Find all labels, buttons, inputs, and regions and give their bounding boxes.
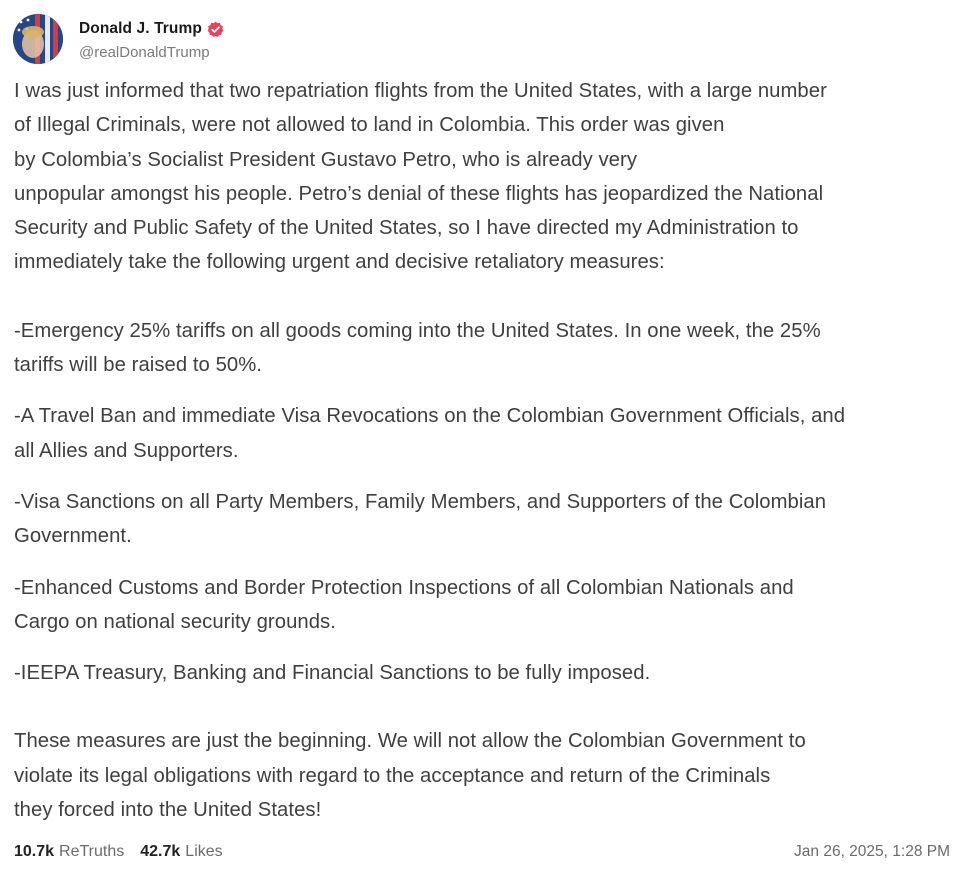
measure-line: tariffs will be raised to 50%. [14,354,262,377]
paragraph-spacer [14,639,959,656]
likes-label: Likes [185,843,223,860]
author-info [79,17,224,61]
measure-line: -Enhanced Customs and Border Protection Inspections of all Colombian Nationals and [14,576,794,599]
closing-line: These measures are just the beginning. We will not allow the Colombian Government to [14,730,806,753]
post-text-line: I was just informed that two repatriation flights from the United States, with a large number [14,80,827,102]
post-timestamp[interactable]: Jan 26, 2025, 1:28 PM [794,843,950,860]
post-text-line: unpopular amongst his people. Petro’s denial of these flights has jeopardized the National [14,182,824,205]
post-footer [14,840,950,864]
paragraph-spacer [14,382,959,399]
paragraph-spacer [14,554,959,571]
measure-line: all Allies and Supporters. [14,439,239,462]
author-handle[interactable]: @realDonaldTrump [79,44,210,61]
paragraph-spacer [14,280,959,314]
likes-stat[interactable] [140,843,222,861]
measure-line: Cargo on national security grounds. [14,610,336,633]
retruths-stat[interactable] [14,843,124,861]
post-text-line: immediately take the following urgent and decisive retaliatory measures: [14,251,665,274]
post-text-line: of Illegal Criminals, were not allowed to land in Colombia. This order was given [14,114,725,137]
paragraph-spacer [14,690,959,724]
measure-line: Government. [14,525,132,548]
profile-avatar-icon[interactable] [13,14,63,64]
measure-line: -IEEPA Treasury, Banking and Financial Sanctions to be fully imposed. [14,662,651,685]
post-header [13,11,224,67]
post-body [14,74,959,827]
closing-line: they forced into the United States! [14,799,322,822]
measure-line: -Visa Sanctions on all Party Members, Family Members, and Supporters of the Colombian [14,490,827,513]
measure-line: -A Travel Ban and immediate Visa Revocations on the Colombian Government Officials, and [14,405,846,428]
post-text-line: by Colombia’s Socialist President Gustavo Petro, who is already very [14,148,638,171]
verified-check-icon [207,21,224,38]
retruths-label: ReTruths [59,843,125,860]
retruths-count: 10.7k [14,843,55,860]
closing-line: violate its legal obligations with regard to the acceptance and return of the Criminals [14,764,771,787]
paragraph-spacer [14,468,959,485]
display-name[interactable]: Donald J. Trump [79,20,202,37]
measure-line: -Emergency 25% tariffs on all goods coming into the United States. In one week, the 25% [14,319,821,342]
display-name-row [79,17,224,41]
post-text-line: Security and Public Safety of the United States, so I have directed my Administration to [14,217,799,240]
likes-count: 42.7k [140,843,181,860]
